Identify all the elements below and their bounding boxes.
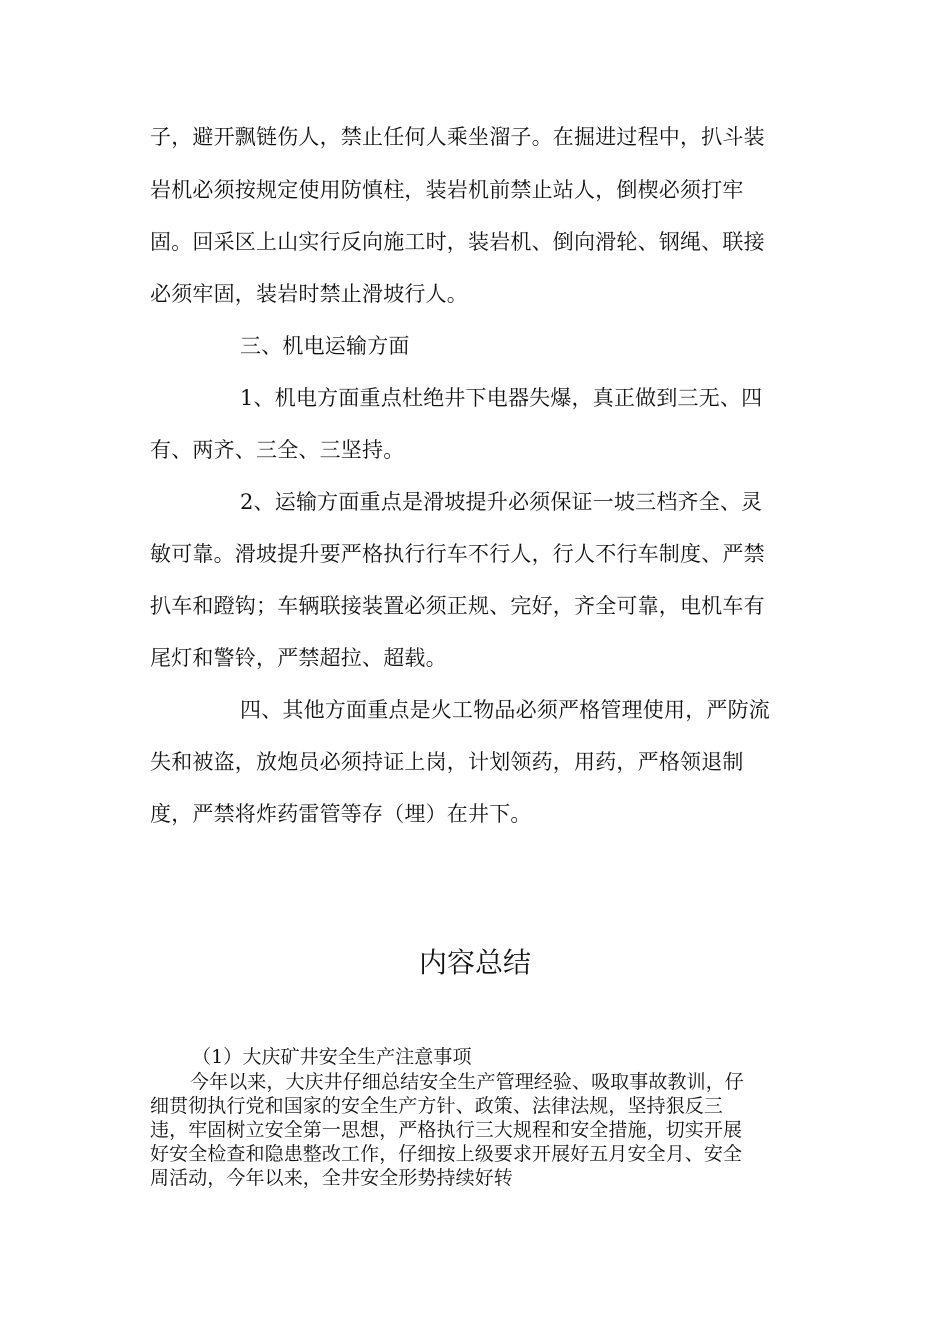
paragraph-line: 敏可靠。滑坡提升要严格执行行车不行人，行人不行车制度、严禁	[150, 542, 765, 566]
paragraph-line: 岩机必须按规定使用防慎柱，装岩机前禁止站人，倒楔必须打牢	[150, 178, 744, 202]
summary-title: 内容总结	[418, 946, 531, 979]
paragraph-line: 四、其他方面重点是火工物品必须严格管理使用，严防流	[240, 698, 770, 722]
paragraph-line: 尾灯和警铃，严禁超拉、超载。	[150, 646, 447, 670]
summary-line: 今年以来，大庆井仔细总结安全生产管理经验、吸取事故教训，仔	[190, 1071, 744, 1093]
paragraph-line: 度，严禁将炸药雷管等存（埋）在井下。	[150, 802, 532, 826]
paragraph-line: 失和被盗，放炮员必须持证上岗，计划领药，用药，严格领退制	[150, 750, 744, 774]
paragraph-line: 必须牢固，装岩时禁止滑坡行人。	[150, 282, 468, 306]
paragraph-line: 固。回采区上山实行反向施工时，装岩机、倒向滑轮、钢绳、联接	[150, 230, 765, 254]
paragraph-line: 子，避开飘链伤人，禁止任何人乘坐溜子。在掘进过程中，扒斗装	[150, 125, 765, 149]
summary-subheading: （1）大庆矿井安全生产注意事项	[192, 1046, 472, 1068]
paragraph-line: 有、两齐、三全、三坚持。	[150, 438, 405, 462]
section-heading-electromechanical: 三、机电运输方面	[240, 334, 410, 358]
summary-line: 违，牢固树立安全第一思想，严格执行三大规程和安全措施，切实开展	[150, 1119, 743, 1141]
paragraph-line: 扒车和蹬钩；车辆联接装置必须正规、完好，齐全可靠，电机车有	[150, 594, 765, 618]
paragraph-line: 2、运输方面重点是滑坡提升必须保证一坡三档齐全、灵	[240, 490, 763, 514]
paragraph-line: 1、机电方面重点杜绝井下电器失爆，真正做到三无、四	[240, 386, 763, 410]
summary-line: 周活动，今年以来，全井安全形势持续好转	[150, 1167, 513, 1189]
summary-line: 好安全检查和隐患整改工作，仔细按上级要求开展好五月安全月、安全	[150, 1143, 743, 1165]
summary-line: 细贯彻执行党和国家的安全生产方针、政策、法律法规，坚持狠反三	[150, 1095, 724, 1117]
